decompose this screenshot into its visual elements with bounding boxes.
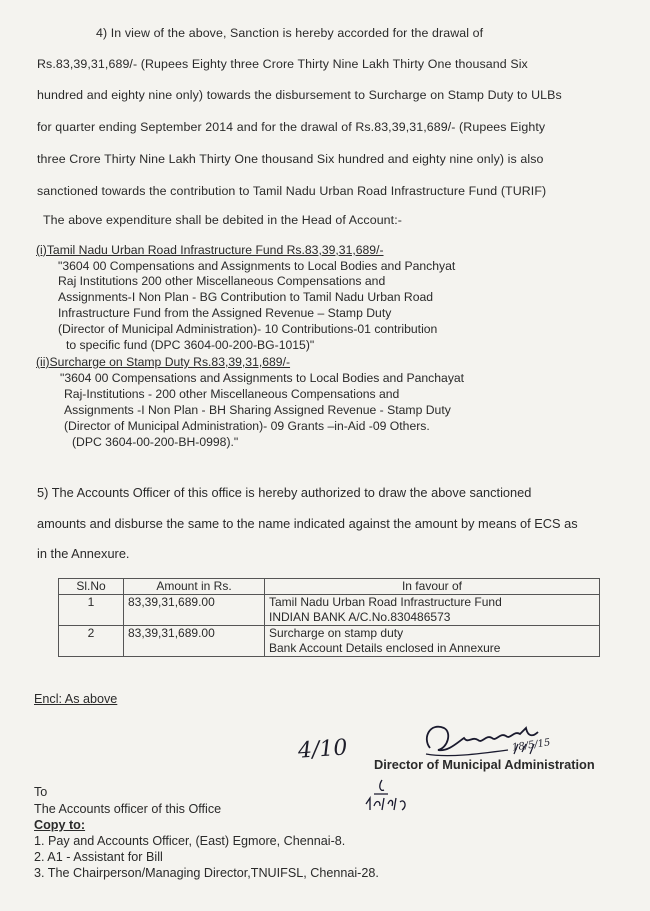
head1-line-5: (Director of Municipal Administration)- 10 Contributions-01 contribution xyxy=(58,322,438,336)
head1-title: (i)Tamil Nadu Urban Road Infrastructure Fund Rs.83,39,31,689/- xyxy=(36,243,384,257)
head2-line-3: Assignments -I Non Plan - BH Sharing Assigned Revenue - Stamp Duty xyxy=(64,403,451,417)
copy-to-item-3: 3. The Chairperson/Managing Director,TNUIFSL, Chennai-28. xyxy=(34,866,379,880)
head1-line-3: Assignments-I Non Plan - BG Contribution to Tamil Nadu Urban Road xyxy=(58,290,434,304)
head2-line-1: "3604 00 Compensations and Assignments to Local Bodies and Panchayat xyxy=(60,371,465,385)
handwritten-date-note: 4/10 xyxy=(297,735,349,764)
para4-line-2: Rs.83,39,31,689/- (Rupees Eighty three Crore Thirty Nine Lakh Thirty One thousand Six xyxy=(37,57,528,71)
row2-favour-line2: Bank Account Details enclosed in Annexure xyxy=(269,641,501,655)
expenditure-intro: The above expenditure shall be debited in the Head of Account:- xyxy=(43,213,402,227)
row1-amount: 83,39,31,689.00 xyxy=(124,595,265,626)
head2-line-4: (Director of Municipal Administration)- 09 Grants –in-Aid -09 Others. xyxy=(64,419,430,433)
signature-date: 18/5/15 xyxy=(511,737,552,754)
para4-line-5: three Crore Thirty Nine Lakh Thirty One thousand Six hundred and eighty nine only) is also xyxy=(37,152,544,166)
row1-favour-line2: INDIAN BANK A/C.No.830486573 xyxy=(269,610,451,624)
head1-line-2: Raj Institutions 200 other Miscellaneous Compensations and xyxy=(58,274,386,288)
row2-amount: 83,39,31,689.00 xyxy=(124,626,265,657)
para5-line-1: 5) The Accounts Officer of this office is hereby authorized to draw the above sanctioned xyxy=(37,485,532,500)
designation: Director of Municipal Administration xyxy=(374,757,595,772)
row1-slno: 1 xyxy=(59,595,124,626)
col-header-amount: Amount in Rs. xyxy=(124,579,265,595)
row2-slno: 2 xyxy=(59,626,124,657)
copy-to-label: Copy to: xyxy=(34,818,86,832)
head2-title: (ii)Surcharge on Stamp Duty Rs.83,39,31,689/- xyxy=(36,355,291,369)
para4-line-1: 4) In view of the above, Sanction is hereby accorded for the drawal of xyxy=(96,26,484,40)
para4-line-3: hundred and eighty nine only) towards the disbursement to Surcharge on Stamp Duty to ULBs xyxy=(37,88,562,102)
table-header-row xyxy=(59,579,600,595)
para5-line-3: in the Annexure. xyxy=(37,546,130,561)
head1-line-4: Infrastructure Fund from the Assigned Revenue – Stamp Duty xyxy=(58,306,392,320)
to-label: To xyxy=(34,785,48,799)
row1-favour-line1: Tamil Nadu Urban Road Infrastructure Fund xyxy=(269,595,502,609)
para5-line-2: amounts and disburse the same to the name indicated against the amount by means of ECS as xyxy=(37,516,578,531)
enclosure xyxy=(34,692,117,706)
head2-line-5: (DPC 3604-00-200-BH-0998)." xyxy=(72,435,239,449)
para4-line-4: for quarter ending September 2014 and for the drawal of Rs.83,39,31,689/- (Rupees Eighty xyxy=(37,120,546,134)
initials-image xyxy=(360,776,420,816)
col-header-slno: Sl.No xyxy=(59,579,124,595)
head1-line-1: "3604 00 Compensations and Assignments to Local Bodies and Panchyat xyxy=(58,259,456,273)
table-row xyxy=(59,626,600,657)
to-addressee: The Accounts officer of this Office xyxy=(34,802,222,816)
row2-favour-line1: Surcharge on stamp duty xyxy=(269,626,404,640)
head2-line-2: Raj-Institutions - 200 other Miscellaneous Compensations and xyxy=(64,387,400,401)
row1-favour xyxy=(265,595,600,626)
row2-favour xyxy=(265,626,600,657)
table-row xyxy=(59,595,600,626)
annexure-table xyxy=(58,578,600,657)
para4-line-6: sanctioned towards the contribution to Tamil Nadu Urban Road Infrastructure Fund (TURIF) xyxy=(37,184,547,198)
col-header-favour: In favour of xyxy=(265,579,600,595)
encl-text: Encl: As above xyxy=(34,692,118,706)
head1-line-6: to specific fund (DPC 3604-00-200-BG-1015)" xyxy=(66,338,315,352)
copy-to-item-1: 1. Pay and Accounts Officer, (East) Egmore, Chennai-8. xyxy=(34,834,346,848)
copy-to-item-2: 2. A1 - Assistant for Bill xyxy=(34,850,163,864)
